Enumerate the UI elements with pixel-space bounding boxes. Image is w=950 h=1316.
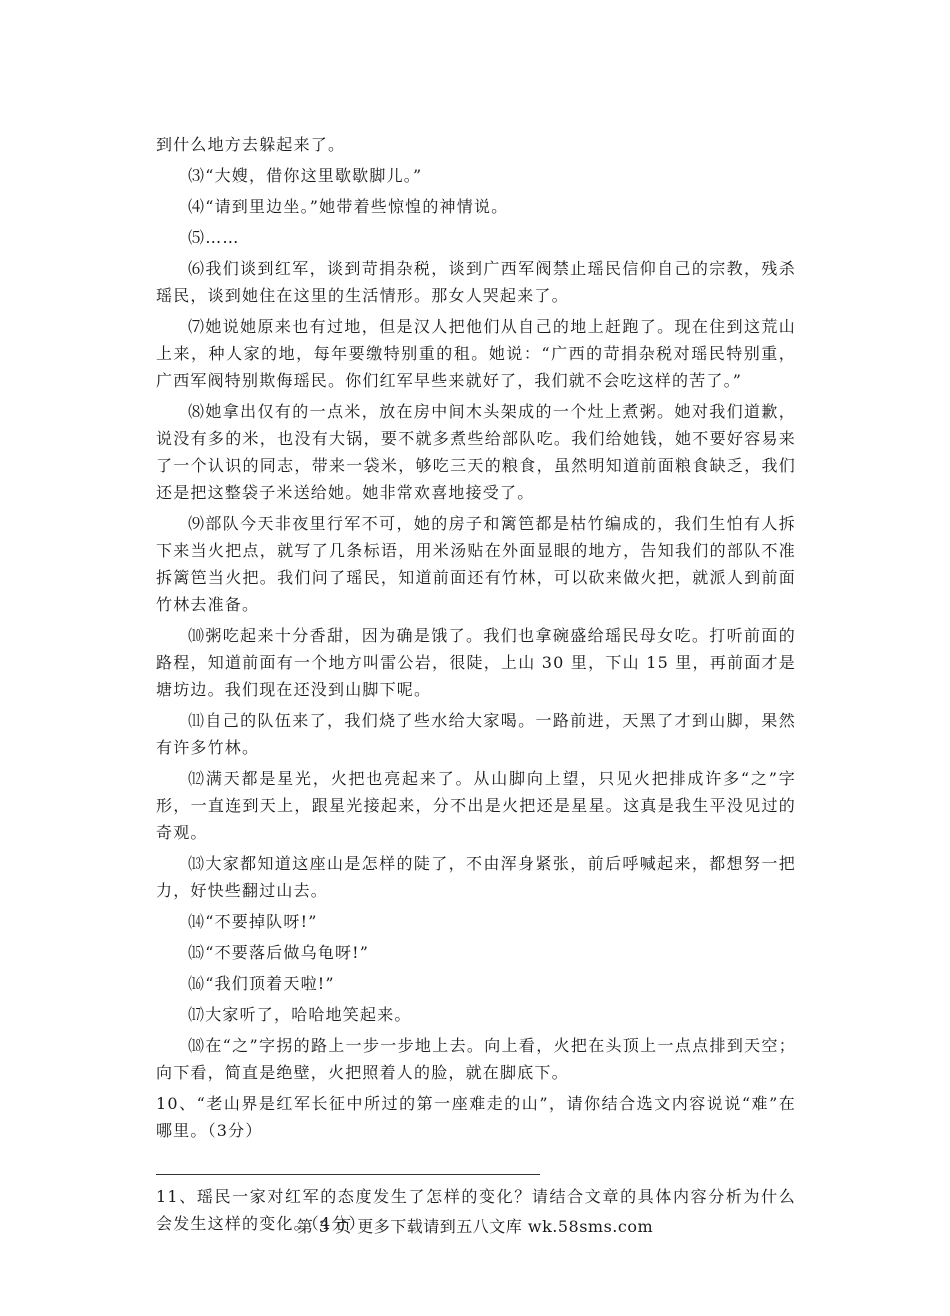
question-11: 11、瑶民一家对红军的态度发生了怎样的变化？请结合文章的具体内容分析为什么会发生这样的变化。（4分）	[156, 1187, 796, 1233]
reading-passage	[156, 131, 796, 1241]
paragraph-8: ⑻她拿出仅有的一点米，放在房中间木头架成的一个灶上煮粥。她对我们道歉，说没有多的米，也没有大锅，要不就多煮些给部队吃。我们给她钱，她不要好容易来了一个认识的同志，带来一袋米，够吃三天的粮食，虽然明知道前面粮食缺乏，我们还是把这整袋子米送给她。她非常欢喜地接受了。	[156, 402, 796, 502]
paragraph-13: ⒀大家都知道这座山是怎样的陡了，不由浑身紧张，前后呼喊起来，都想努一把力，好快些翻过山去。	[156, 854, 796, 900]
page-footer: 第 3 页 更多下载请到五八文库 wk.58sms.com	[296, 1217, 654, 1236]
paragraph-4: ⑷“请到里边坐。”她带着些惊惶的神情说。	[188, 197, 509, 216]
paragraph-7: ⑺她说她原来也有过地，但是汉人把他们从自己的地上赶跑了。现在住到这荒山上来，种人家的地，每年要缴特别重的租。她说：“广西的苛捐杂税对瑶民特别重，广西军阀特别欺侮瑶民。你们红军早些来就好了，我们就不会吃这样的苦了。”	[156, 317, 796, 390]
paragraph-17: ⒄大家听了，哈哈地笑起来。	[188, 1005, 412, 1024]
question-10: 10、“老山界是红军长征中所过的第一座难走的山”，请你结合选文内容说说“难”在哪里。（3分）	[156, 1094, 796, 1140]
paragraph-14: ⒁“不要掉队呀!”	[188, 912, 318, 931]
paragraph-9: ⑼部队今天非夜里行军不可，她的房子和篱笆都是枯竹编成的，我们生怕有人拆下来当火把点，就写了几条标语，用米汤贴在外面显眼的地方，告知我们的部队不准拆篱笆当火把。我们问了瑶民，知道前面还有竹林，可以砍来做火把，就派人到前面竹林去准备。	[156, 514, 796, 614]
paragraph-2-tail: 到什么地方去躲起来了。	[156, 135, 346, 154]
paragraph-18: ⒅在“之”字拐的路上一步一步地上去。向上看，火把在头顶上一点点排到天空；向下看，简直是绝壁，火把照着人的脸，就在脚底下。	[156, 1036, 796, 1082]
paragraph-3: ⑶“大嫂，借你这里歇歇脚儿。”	[188, 166, 423, 185]
paragraph-16: ⒃“我们顶着天啦!”	[188, 974, 335, 993]
paragraph-6: ⑹我们谈到红军，谈到苛捐杂税，谈到广西军阀禁止瑶民信仰自己的宗教，残杀瑶民，谈到她住在这里的生活情形。那女人哭起来了。	[156, 259, 796, 305]
paragraph-5: ⑸……	[188, 228, 240, 247]
paragraph-10: ⑽粥吃起来十分香甜，因为确是饿了。我们也拿碗盛给瑶民母女吃。打听前面的路程，知道前面有一个地方叫雷公岩，很陡，上山 30 里，下山 15 里，再前面才是塘坊边。我们现在还没到山脚下呢。	[156, 626, 796, 699]
answer-line	[156, 1174, 540, 1175]
paragraph-15: ⒂“不要落后做乌龟呀!”	[188, 943, 370, 962]
paragraph-12: ⑿满天都是星光，火把也亮起来了。从山脚向上望，只见火把排成许多“之”字形，一直连到天上，跟星光接起来，分不出是火把还是星星。这真是我生平没见过的奇观。	[156, 769, 796, 842]
paragraph-11: ⑾自己的队伍来了，我们烧了些水给大家喝。一路前进，天黑了才到山脚，果然有许多竹林。	[156, 711, 796, 757]
